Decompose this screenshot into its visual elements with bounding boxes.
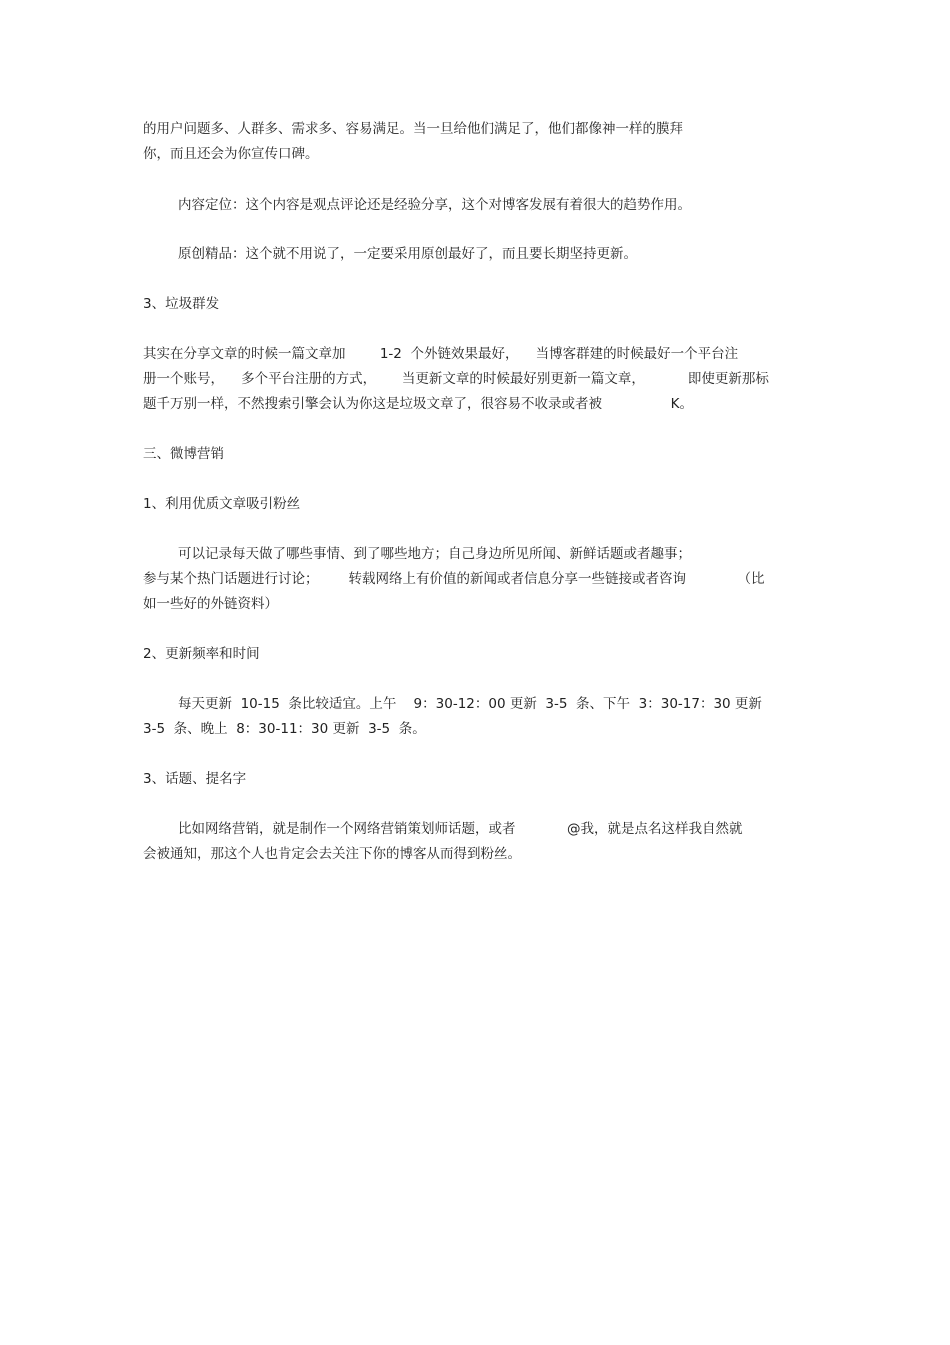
paragraph-line: 比如网络营销，就是制作一个网络营销策划师话题，或者 @我，就是点名这样我自然就 xyxy=(178,821,743,837)
paragraph-line: 可以记录每天做了哪些事情、到了哪些地方；自己身边所见所闻、新鲜话题或者趣事； xyxy=(178,546,691,562)
section-heading: 3、话题、提名字 xyxy=(143,771,247,787)
section-heading: 2、更新频率和时间 xyxy=(143,646,260,662)
paragraph-line: 会被通知，那这个人也肯定会去关注下你的博客从而得到粉丝。 xyxy=(143,846,521,862)
paragraph-line: 其实在分享文章的时候一篇文章加 1-2 个外链效果最好， 当博客群建的时候最好一个平台注 xyxy=(143,346,739,362)
paragraph-line: 参与某个热门话题进行讨论； 转载网络上有价值的新闻或者信息分享一些链接或者咨询 （比 xyxy=(143,571,765,587)
chapter-heading: 三、微博营销 xyxy=(143,446,224,462)
paragraph-line: 你，而且还会为你宣传口碑。 xyxy=(143,146,319,162)
paragraph-line: 如一些好的外链资料） xyxy=(143,596,278,612)
paragraph-line: 每天更新 10-15 条比较适宜。上午 9：30-12：00 更新 3-5 条、下午 3：30-17：30 更新 xyxy=(178,696,762,712)
paragraph-line: 册一个账号， 多个平台注册的方式， 当更新文章的时候最好别更新一篇文章， 即使更新那标 xyxy=(143,371,769,387)
paragraph-line: 内容定位：这个内容是观点评论还是经验分享，这个对博客发展有着很大的趋势作用。 xyxy=(178,197,691,213)
paragraph-line: 题千万别一样，不然搜索引擎会认为你这是垃圾文章了，很容易不收录或者被 K。 xyxy=(143,396,694,412)
paragraph-line: 原创精品：这个就不用说了，一定要采用原创最好了，而且要长期坚持更新。 xyxy=(178,246,637,262)
paragraph-line: 的用户问题多、人群多、需求多、容易满足。当一旦给他们满足了，他们都像神一样的膜拜 xyxy=(143,121,683,137)
paragraph-line: 3-5 条、晚上 8：30-11：30 更新 3-5 条。 xyxy=(143,721,426,737)
section-heading: 1、利用优质文章吸引粉丝 xyxy=(143,496,301,512)
section-heading: 3、垃圾群发 xyxy=(143,296,220,312)
